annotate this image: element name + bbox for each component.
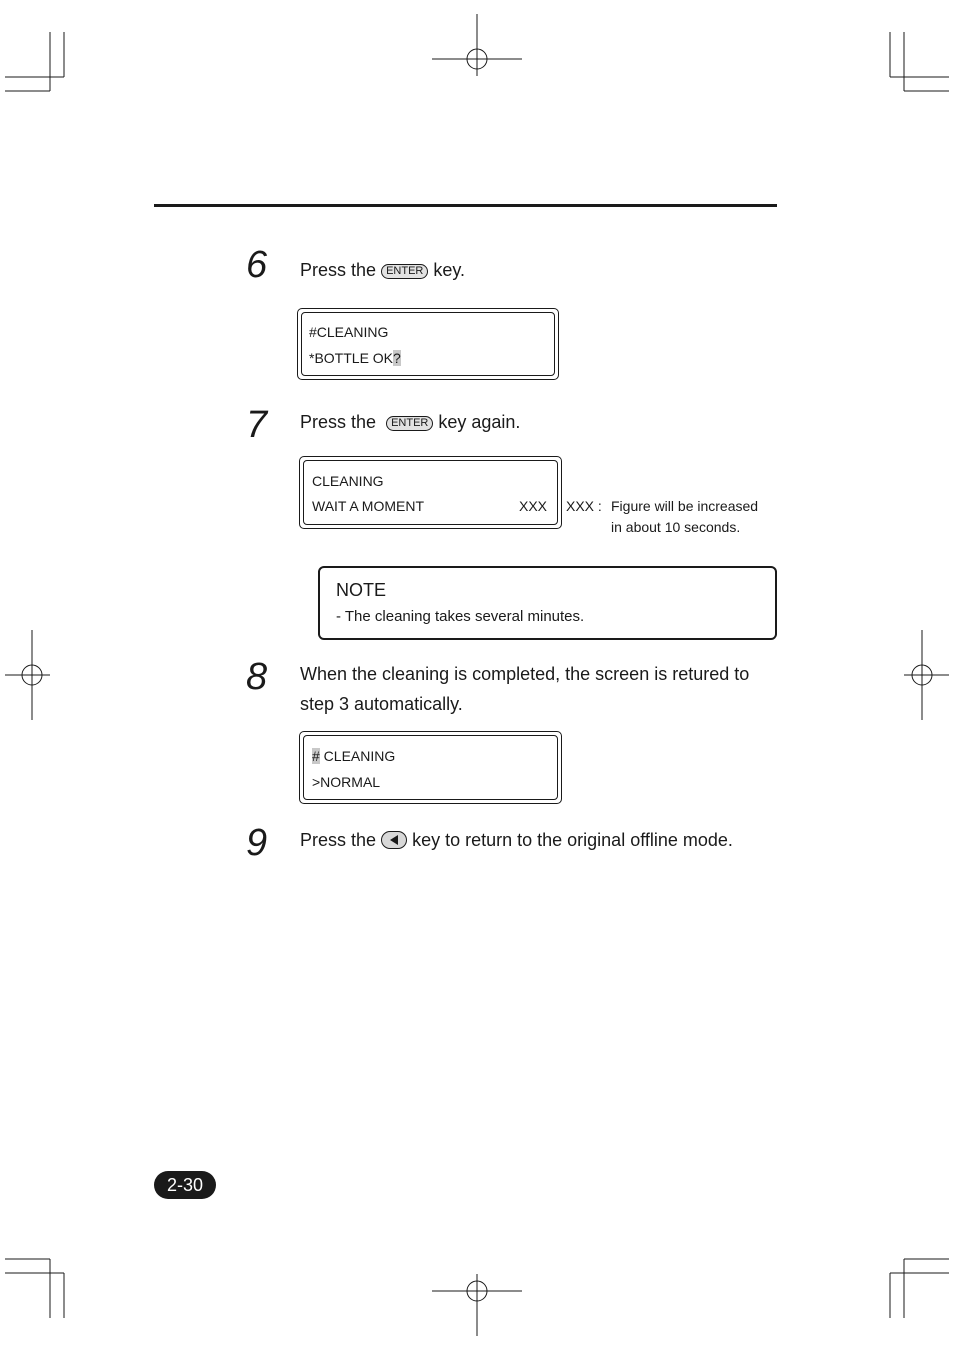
lcd-display-step-8 [299,731,562,804]
annotation-line-2: in about 10 seconds. [611,519,741,535]
step-9-number: 9 [246,822,268,864]
lcd-line-2: WAIT A MOMENT [312,498,425,514]
note-box [318,566,777,640]
lcd-counter: XXX [519,498,548,514]
step-9-text-before: Press the [300,830,377,850]
lcd-line-1: # CLEANING [312,748,396,764]
step-6-text-before: Press the [300,260,377,280]
annotation-line-1: Figure will be increased [611,498,759,514]
left-arrow-key-icon [381,831,407,849]
lcd-line-2: *BOTTLE OK? [309,350,401,366]
header-rule [154,204,777,207]
enter-key-icon: ENTER [381,264,428,279]
lcd-line-2: >NORMAL [312,774,381,790]
step-8-line-1: When the cleaning is completed, the screen is retured to [300,664,750,684]
lcd-line-1: CLEANING [312,473,384,489]
note-body: - The cleaning takes several minutes. [336,608,585,625]
lcd-display-step-7 [299,456,562,529]
step-7-instruction [300,411,520,433]
step-6-number: 6 [246,244,268,286]
note-title: NOTE [336,580,387,600]
lcd-cursor: ? [393,350,401,366]
step-6-instruction [300,259,465,281]
page-number-badge: 2-30 [154,1171,216,1199]
lcd-display-step-6 [297,308,559,380]
step-7-text-after: key again. [438,412,521,432]
step-8-line-2: step 3 automatically. [300,694,463,714]
step-7-number: 7 [246,404,268,446]
enter-key-icon: ENTER [386,416,433,431]
step-9-instruction [300,829,733,851]
lcd-cursor: # [312,748,320,764]
step-9-text-after: key to return to the original offline mode. [412,830,733,850]
step-6-text-after: key. [433,260,466,280]
annotation-label: XXX : [566,498,602,514]
step-8-number: 8 [246,656,268,698]
step-7-text-before: Press the [300,412,377,432]
lcd-line-1: #CLEANING [309,324,389,340]
